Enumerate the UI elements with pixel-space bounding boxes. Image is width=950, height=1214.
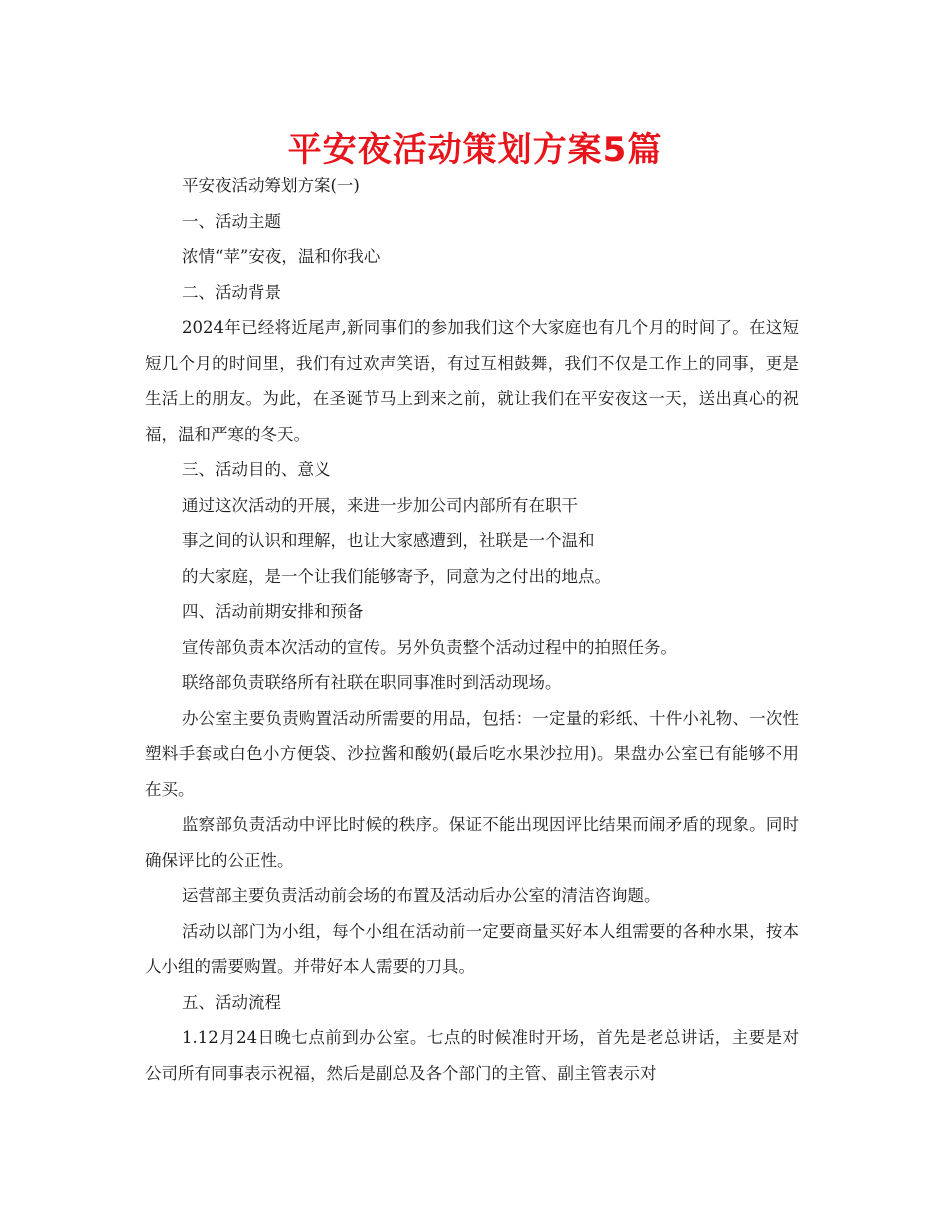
purpose-line-3: 的大家庭，是一个让我们能够寄予，同意为之付出的地点。 xyxy=(182,566,611,586)
background-paragraph: 2024年已经将近尾声,新同事们的参加我们这个大家庭也有几个月的时间了。在这短短几个月的时间里，我们有过欢声笑语，有过互相鼓舞，我们不仅是工作上的同事，更是生活上的朋友。为此，在圣诞节马上到来之前，就让我们在平安夜这一天，送出真心的祝福，温和严寒的冬天。 xyxy=(145,318,799,444)
prep-publicity: 宣传部负责本次活动的宣传。另外负责整个活动过程中的拍照任务。 xyxy=(182,637,677,657)
prep-liaison: 联络部负责联络所有社联在职同事准时到活动现场。 xyxy=(182,673,562,692)
prep-operations: 运营部主要负责活动前会场的布置及活动后办公室的清洁咨询题。 xyxy=(182,886,661,905)
purpose-line-2: 事之间的认识和理解，也让大家感遭到，社联是一个温和 xyxy=(182,531,595,550)
plan-heading: 平安夜活动筹划方案(一) xyxy=(182,176,360,195)
document-title: 平安夜活动策划方案5篇 xyxy=(287,130,663,170)
prep-groups: 活动以部门为小组，每个小组在活动前一定要商量买好本人组需要的各种水果，按本人小组的需要购置。并带好本人需要的刀具。 xyxy=(145,921,799,976)
prep-supervision: 监察部负责活动中评比时候的秩序。保证不能出现因评比结果而闹矛盾的现象。同时确保评比的公正性。 xyxy=(145,815,799,870)
section-heading-preparation: 四、活动前期安排和预备 xyxy=(182,602,364,621)
section-heading-purpose: 三、活动目的、意义 xyxy=(182,460,331,479)
document-body xyxy=(145,168,799,1091)
process-step-1: 1.12月24日晚七点前到办公室。七点的时候准时开场，首先是老总讲话，主要是对公司所有同事表示祝福，然后是副总及各个部门的主管、副主管表示对 xyxy=(145,1028,799,1083)
prep-office: 办公室主要负责购置活动所需要的用品，包括：一定量的彩纸、十件小礼物、一次性塑料手套或白色小方便袋、沙拉酱和酸奶(最后吃水果沙拉用)。果盘办公室已有能够不用在买。 xyxy=(145,708,799,799)
section-heading-theme: 一、活动主题 xyxy=(182,211,281,231)
theme-text: 浓情“苹”安夜，温和你我心 xyxy=(182,247,381,266)
purpose-line-1: 通过这次活动的开展，来进一步加公司内部所有在职干 xyxy=(182,495,578,515)
section-heading-process: 五、活动流程 xyxy=(182,992,281,1012)
section-heading-background: 二、活动背景 xyxy=(182,282,281,302)
